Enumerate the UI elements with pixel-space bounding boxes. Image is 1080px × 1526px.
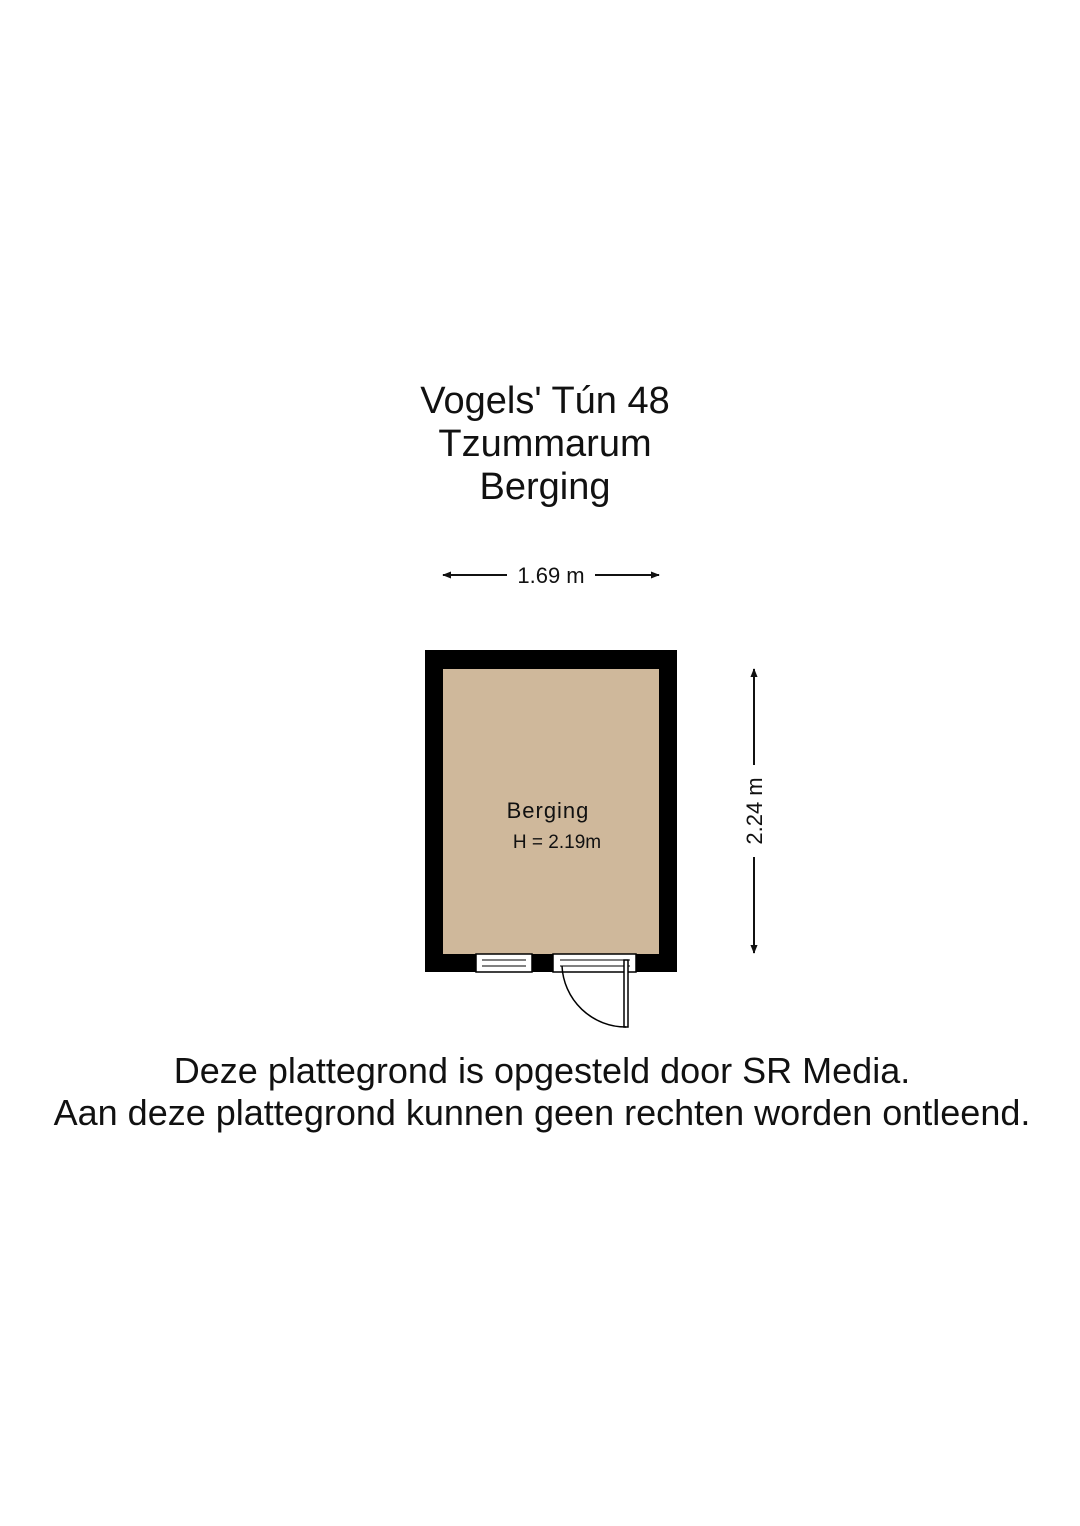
wall-bottom-left bbox=[425, 954, 476, 972]
city-title: Tzummarum bbox=[438, 423, 652, 465]
wall-right bbox=[659, 650, 677, 972]
width-dimension bbox=[443, 563, 659, 588]
height-dimension bbox=[742, 669, 767, 953]
room-berging bbox=[425, 650, 677, 1027]
door-leaf bbox=[624, 960, 628, 1027]
wall-bottom-right bbox=[636, 954, 677, 972]
wall-top bbox=[425, 650, 677, 669]
disclaimer bbox=[0, 1050, 1080, 1134]
door bbox=[553, 954, 636, 1027]
room-height: H = 2.19m bbox=[512, 832, 602, 853]
window bbox=[476, 954, 532, 972]
room-name: Berging bbox=[506, 798, 590, 823]
wall-bottom-middle bbox=[532, 954, 553, 972]
floor-title: Berging bbox=[479, 466, 611, 508]
wall-left bbox=[425, 650, 443, 972]
disclaimer-line-2: Aan deze plattegrond kunnen geen rechten worden ontleend. bbox=[53, 1092, 1031, 1133]
disclaimer-line-1: Deze plattegrond is opgesteld door SR Media. bbox=[173, 1050, 911, 1091]
door-swing-arc bbox=[562, 966, 626, 1027]
address-title: Vogels' Tún 48 bbox=[420, 380, 670, 422]
width-dimension-label: 1.69 m bbox=[517, 563, 585, 588]
height-dimension-label: 2.24 m bbox=[742, 777, 767, 845]
